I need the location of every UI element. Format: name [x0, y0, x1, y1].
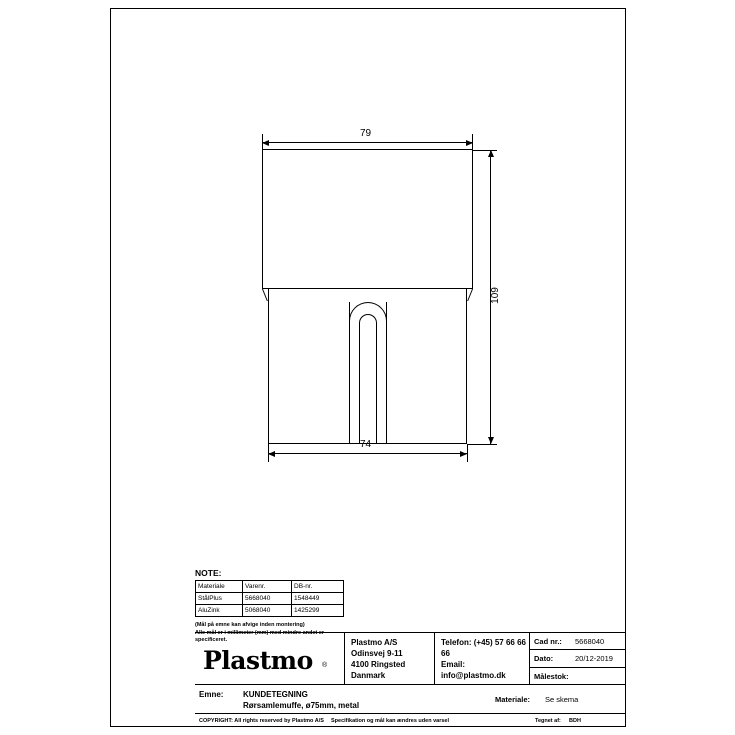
coupler-upper-body [262, 149, 473, 289]
dim-line-top-width [262, 142, 473, 143]
drawing-area [110, 8, 626, 568]
company-contact [435, 633, 530, 685]
meta-value-cad-nr: 5668040 [575, 637, 605, 646]
subject-line-2: Rørsamlemuffe, ø75mm, metal [243, 701, 360, 710]
note-cell-dbnr-1: 1425299 [292, 605, 344, 617]
note-cell-material-1: AluZink [196, 605, 243, 617]
dim-value-bottom-width: 74 [360, 439, 372, 450]
spec-disclaimer-text: Specifikation og mål kan ændres uden varsel [331, 718, 449, 724]
note-cell-varenr-0: 5668040 [243, 593, 292, 605]
note-footnote-2: Alle mål er i millimeter (mm) med mindre andet er specificeret. [195, 630, 324, 643]
note-cell-varenr-1: 5068040 [243, 605, 292, 617]
title-block-row-company [195, 633, 626, 685]
note-header-materiale: Materiale [196, 581, 243, 593]
note-title: NOTE: [195, 568, 222, 578]
meta-label-dato: Dato: [534, 654, 554, 664]
table-row [196, 605, 344, 617]
subject-line-1: KUNDETEGNING [243, 690, 308, 699]
meta-value-dato: 20/12-2019 [575, 654, 613, 664]
dim-arrow-right-top [488, 150, 494, 157]
company-phone: Telefon: (+45) 57 66 66 66 [441, 638, 526, 658]
note-header-dbnr: DB-nr. [292, 581, 344, 593]
title-block-row-subject [195, 685, 626, 714]
company-name: Plastmo A/S [351, 638, 398, 647]
dim-value-right-height: 109 [489, 287, 501, 304]
dim-value-top-width: 79 [360, 128, 372, 139]
ext-line-bottom-right [467, 444, 468, 462]
meta-row-dato [530, 650, 626, 667]
title-block-row-footer [195, 714, 626, 728]
material-value: Se skema [545, 695, 579, 704]
company-city: 4100 Ringsted [351, 660, 406, 669]
meta-row-cad-nr [530, 633, 626, 650]
meta-label-cad-nr: Cad nr.: [534, 637, 562, 646]
company-address [345, 633, 435, 685]
note-cell-dbnr-0: 1548449 [292, 593, 344, 605]
drawn-by-label: Tegnet af: [535, 718, 561, 724]
note-table-header-row [196, 581, 344, 593]
dim-arrow-right-bottom [488, 437, 494, 444]
dim-arrow-top-left [262, 140, 269, 146]
meta-row-maalestok [530, 668, 626, 685]
note-cell-material-0: StålPlus [196, 593, 243, 605]
note-table [195, 580, 344, 617]
company-email: Email: info@plastmo.dk [441, 660, 506, 680]
registered-trademark-icon: ® [322, 662, 328, 669]
company-street: Odinsvej 9-11 [351, 649, 403, 658]
dim-arrow-bottom-right [460, 451, 467, 457]
company-logo [195, 633, 345, 685]
note-footnote-1: (Mål på emne kan afvige inden montering) [195, 622, 305, 628]
company-country: Danmark [351, 671, 386, 680]
material-label: Materiale: [495, 695, 531, 704]
note-header-varenr: Varenr. [243, 581, 292, 593]
copyright-text: COPYRIGHT: All rights reserved by Plastmo A/S [199, 718, 324, 724]
subject-label: Emne: [199, 690, 224, 699]
meta-label-maalestok: Målestok: [534, 671, 569, 681]
title-block [195, 632, 626, 727]
dim-line-bottom-width [268, 453, 467, 454]
dim-arrow-bottom-left [268, 451, 275, 457]
ext-line-right-bottom [467, 444, 497, 445]
drawing-metadata [530, 633, 626, 685]
logo-wordmark: Plastmo [203, 646, 313, 675]
coupler-center-groove [359, 314, 377, 444]
dim-arrow-top-right [466, 140, 473, 146]
drawn-by-value: BDH [569, 718, 581, 724]
table-row [196, 593, 344, 605]
